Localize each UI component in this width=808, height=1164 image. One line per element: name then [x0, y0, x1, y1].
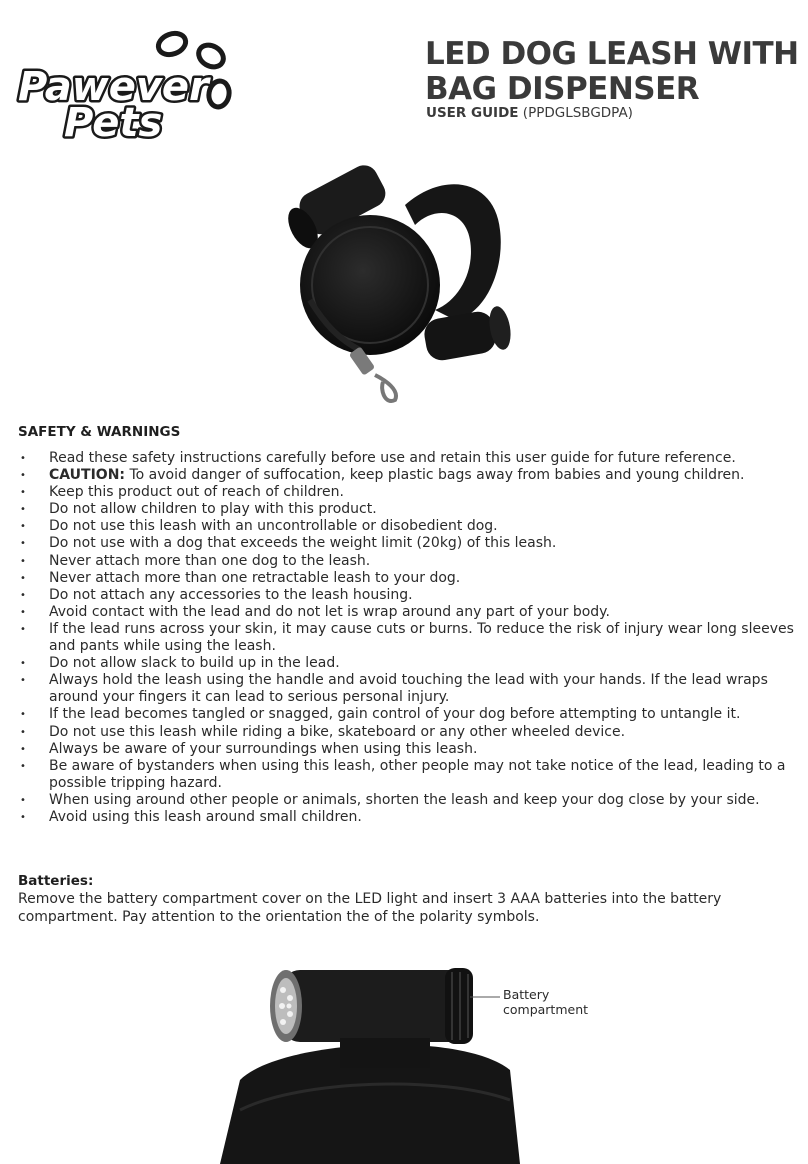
list-item: • Avoid using this leash around small children.: [18, 809, 798, 826]
leash-product-image: [285, 150, 535, 410]
safety-heading: SAFETY & WARNINGS: [18, 424, 181, 440]
list-item: • Do not attach any accessories to the leash housing.: [18, 587, 798, 604]
list-item: • Keep this product out of reach of children.: [18, 484, 798, 501]
logo-word-pets: Pets: [64, 100, 163, 144]
list-item: • Do not use with a dog that exceeds the weight limit (20kg) of this leash.: [18, 535, 798, 552]
title-line-2: BAG DISPENSER: [425, 71, 700, 107]
caution-text: To avoid danger of suffocation, keep plastic bags away from babies and young children.: [125, 467, 745, 484]
list-item: • Do not allow slack to build up in the lead.: [18, 655, 798, 672]
list-item: • Be aware of bystanders when using this leash, other people may not take notice of the lead, leading to a possible tripping hazard.: [18, 758, 798, 792]
batteries-text: Remove the battery compartment cover on the LED light and insert 3 AAA batteries into the battery compartment. Pay attention to the orientation the of the polarity symbols.: [18, 891, 722, 925]
callout-line-2: compartment: [503, 1002, 589, 1017]
safety-list: [18, 450, 798, 826]
model-code: (PPDGLSBGDPA): [522, 105, 633, 121]
callout-line-1: Battery: [503, 987, 550, 1002]
list-item: • Do not allow children to play with this product.: [18, 501, 798, 518]
list-item: • Read these safety instructions carefully before use and retain this user guide for future reference.: [18, 450, 798, 467]
callout-line: [470, 994, 500, 1000]
pawever-pets-logo: [14, 26, 238, 144]
list-item: • Always be aware of your surroundings when using this leash.: [18, 741, 798, 758]
user-guide-label: USER GUIDE: [426, 105, 519, 121]
subtitle: [426, 105, 633, 121]
page-title: [425, 37, 805, 107]
list-item: • Avoid contact with the lead and do not let is wrap around any part of your body.: [18, 604, 798, 621]
list-item: • Never attach more than one dog to the leash.: [18, 553, 798, 570]
title-line-1: LED DOG LEASH WITH: [425, 36, 799, 72]
list-item: • Always hold the leash using the handle and avoid touching the lead with your hands. If the lead wraps around your fingers it can lead to serious personal injury.: [18, 672, 798, 706]
caution-label: CAUTION:: [49, 467, 126, 484]
list-item: • If the lead becomes tangled or snagged, gain control of your dog before attempting to untangle it.: [18, 706, 798, 723]
logo-word-pawever: Pawever: [18, 64, 209, 110]
list-item: • Never attach more than one retractable leash to your dog.: [18, 570, 798, 587]
list-item: • When using around other people or animals, shorten the leash and keep your dog close by your side.: [18, 792, 798, 809]
list-item: • Do not use this leash while riding a bike, skateboard or any other wheeled device.: [18, 724, 798, 741]
list-item: • Do not use this leash with an uncontrollable or disobedient dog.: [18, 518, 798, 535]
list-item: • If the lead runs across your skin, it may cause cuts or burns. To reduce the risk of injury wear long sleeves and pants while using the leash.: [18, 621, 798, 655]
list-item-caution: [18, 467, 798, 484]
led-light-image: [220, 960, 520, 1164]
battery-compartment-callout: [503, 987, 588, 1017]
batteries-heading: Batteries:: [18, 873, 94, 889]
